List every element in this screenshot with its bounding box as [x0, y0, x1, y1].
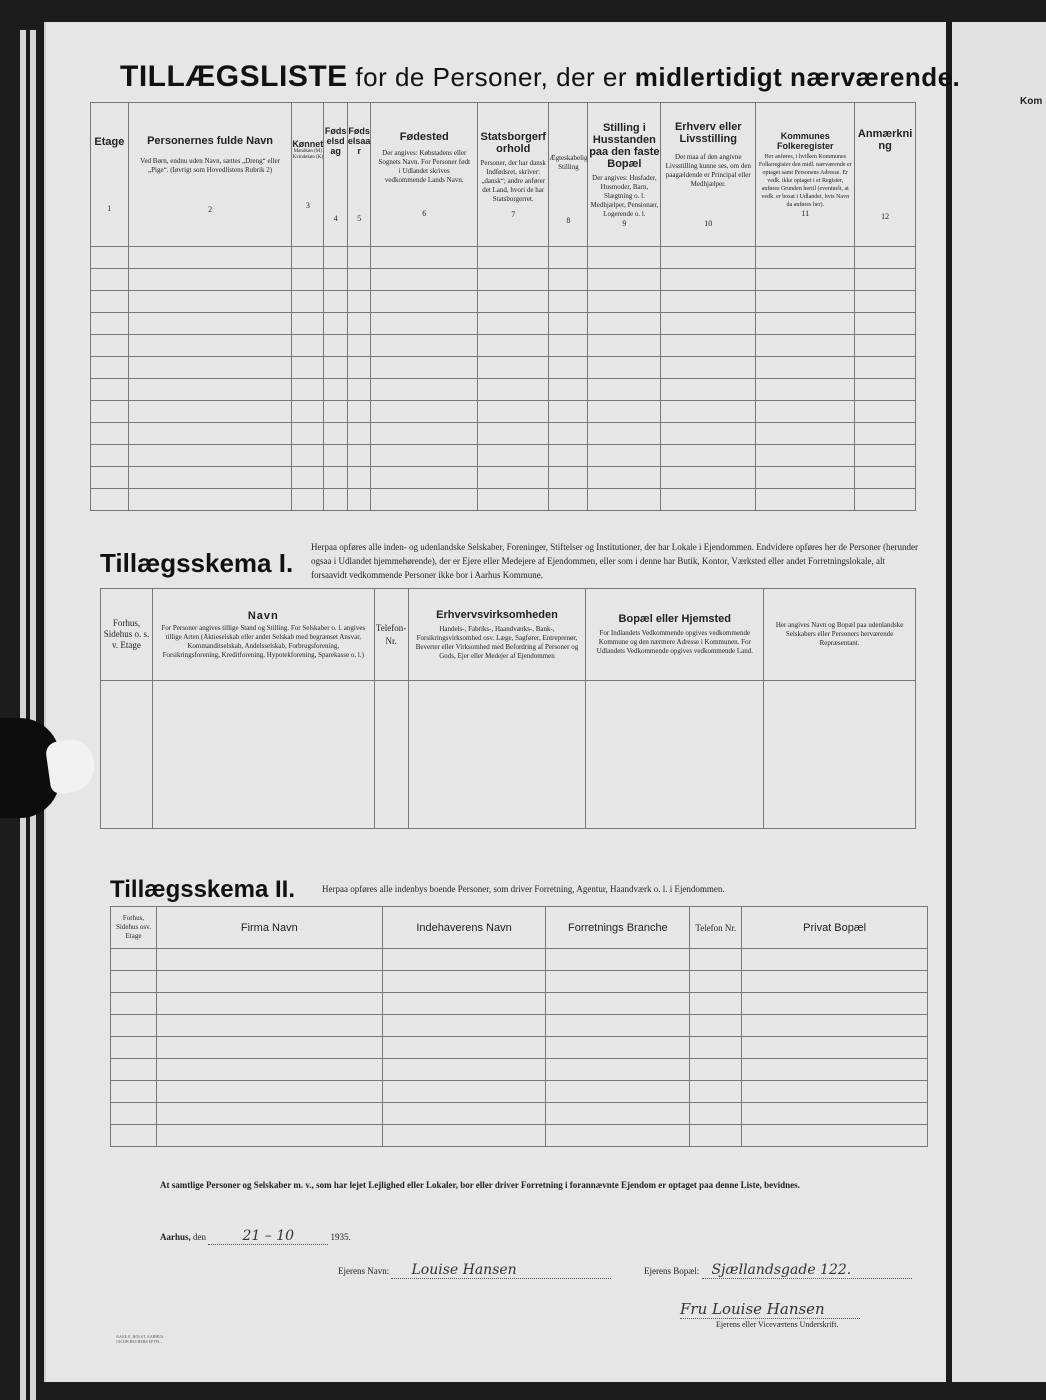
col-anmaerkning: Anmærkning 12 [855, 103, 916, 247]
date-line [160, 1228, 351, 1245]
attestation-statement: At samtlige Personer og Selskaber m. v., som har lejet Lejlighed eller Lokaler, bor eller driver Forretning i forannævnte Ejendom er optaget paa denne Liste, bevidnes. [160, 1180, 800, 1190]
col-fodselsdag: Fødselsdag 4 [324, 103, 348, 247]
right-page [952, 22, 1046, 1382]
s2-col-branche: Forretnings Branche [546, 907, 690, 949]
s1-col-erhverv: Erhvervsvirksomheden Handels-, Fabriks-, Haandværks-, Bank-, Forsikringsvirksomhed osv. Læge, Sagfører, Entreprenør, Beverter eller Virksomhed med Befordring af Personer og Gods, Ejer eller Medejer af Ejendommen [408, 589, 586, 681]
owner-address-line [644, 1262, 912, 1279]
title-main: TILLÆGSLISTE [120, 60, 348, 93]
s1-col-navn: Navn For Personer angives tillige Stand og Stilling. For Selskaber o. l. angives tillige Arten (Aktieselskab eller andet Selskab med begrænset Ansvar, Kommanditselskab, Andelsselskab, Forbrugsforening, Forsikringsforening, Kreditforening, Hypotekforening, Sparekasse o. l.) [152, 589, 374, 681]
owner-name-handwritten: Louise Hansen [391, 1262, 611, 1279]
skema1-table [100, 588, 916, 829]
date-handwritten: 21 – 10 [208, 1228, 328, 1245]
col-folkeregister: Kommunes Folkeregister Her anføres, i hvilken Kommunes Folkeregister den midl. nærværende er optaget samt Personens Adresse. Er vedk. ikke optaget i et Register, anføres Grunden hertil (eventuelt, at vedk. er bosat i Udlandet, hvis Navn da anføres her). 11 [756, 103, 855, 247]
s2-col-telefon: Telefon Nr. [690, 907, 742, 949]
s2-col-bopael: Privat Bopæl [742, 907, 928, 949]
s1-col-etage: Forhus, Sidehus o. s. v. Etage [101, 589, 153, 681]
skema2-table [110, 906, 928, 1147]
tillaegsliste-table [90, 102, 916, 511]
city-label: Aarhus, [160, 1232, 191, 1242]
s1-col-repraesentant: Her angives Navn og Bopæl paa udenlandske Selskabers eller Personers herværende Repræsentant. [764, 589, 916, 681]
skema2-title: Tillægsskema II. [110, 876, 295, 903]
page-title [120, 60, 960, 94]
col-fodested: Fødested Der angives: Købstadens eller Sognets Navn. For Personer født i Udlandet skrives vedkommende Lands Navn. 6 [371, 103, 478, 247]
col-statsborger: Statsborgerforhold Personer, der har dansk Indfødsret, skriver: „dansk“; andre anfører det Land, hvori de har Statsborgerret. 7 [478, 103, 549, 247]
skema1-title: Tillægsskema I. [100, 548, 294, 578]
s1-empty-body [101, 681, 916, 829]
col-stilling: Stilling i Husstanden paa den faste Bopæl Der angives: Husfader, Husmoder, Barn, Slægtning o. l. Medhjælper, Pensionær, Logerende o. l. 9 [588, 103, 661, 247]
s2-col-etage: Forhus, Sidehus osv. Etage [111, 907, 157, 949]
signature-label: Ejerens eller Viceværtens Underskrift. [716, 1320, 839, 1329]
owner-address-handwritten: Sjællandsgade 122. [702, 1262, 912, 1279]
col-fodselsaar: Fødselsaar 5 [347, 103, 371, 247]
col-aegteskabelig: Ægteskabelig Stilling 8 [549, 103, 588, 247]
col-erhverv: Erhverv eller Livsstilling Det maa af den angivne Livsstilling kunne ses, om den paagældende er Principal eller Medhjælper. 10 [661, 103, 756, 247]
title-emphasis: midlertidigt nærværende. [634, 62, 961, 92]
s2-col-indehaver: Indehaverens Navn [382, 907, 546, 949]
address-label: Ejerens Bopæl: [644, 1266, 700, 1276]
col-konnet: Kønnet Mandkøn (M) Kvindekøn (K) 3 [292, 103, 324, 247]
printer-imprint: AAGE E. HOLST, AARHUS · JACOB BECHERS EFTFL. [116, 1334, 166, 1344]
skema2-description: Herpaa opføres alle indenbys boende Personer, som driver Forretning, Agentur, Haandværk o. l. i Ejendommen. [322, 884, 725, 894]
owner-name-line [338, 1262, 611, 1279]
skema1-description: Herpaa opføres alle inden- og udenlandske Selskaber, Foreninger, Stiftelser og Institutioner, der har Lokale i Ejendommen. Endvidere opføres her de Personer (herunder ogsaa i Udlandet hjemmehørende), der er Ejere eller Medejere af Ejendommen, eller som i denne har Butik, Kontor, Værksted eller andet Forretningslokale, alt forsaavidt vedkommende Personer ikke bor i Aarhus Kommune. [311, 542, 918, 580]
year-label: 1935. [330, 1232, 351, 1242]
col-navn: Personernes fulde Navn Ved Børn, endnu uden Navn, sættes „Dreng“ eller „Pige“. (Iøvrigt som Hovedlistens Rubrik 2) 2 [128, 103, 292, 247]
page-stack-edge [20, 30, 26, 1400]
col-etage: Etage 1 [91, 103, 129, 247]
title-rest: for de Personer, der er [355, 62, 628, 92]
page-stack-edge [30, 30, 36, 1400]
den-label: den [193, 1232, 207, 1242]
right-page-text: Kom [1020, 96, 1043, 107]
s1-col-telefon: Telefon-Nr. [374, 589, 408, 681]
owner-label: Ejerens Navn: [338, 1266, 390, 1276]
s1-col-bopael: Bopæl eller Hjemsted For Indlandets Vedkommende opgives vedkommende Kommune og den nærmere Adresse i Kommunen. For Udlandets Vedkommende opgives vedkommende Land. [586, 589, 764, 681]
signature-handwritten: Fru Louise Hansen [680, 1300, 860, 1319]
s2-col-firma: Firma Navn [156, 907, 382, 949]
